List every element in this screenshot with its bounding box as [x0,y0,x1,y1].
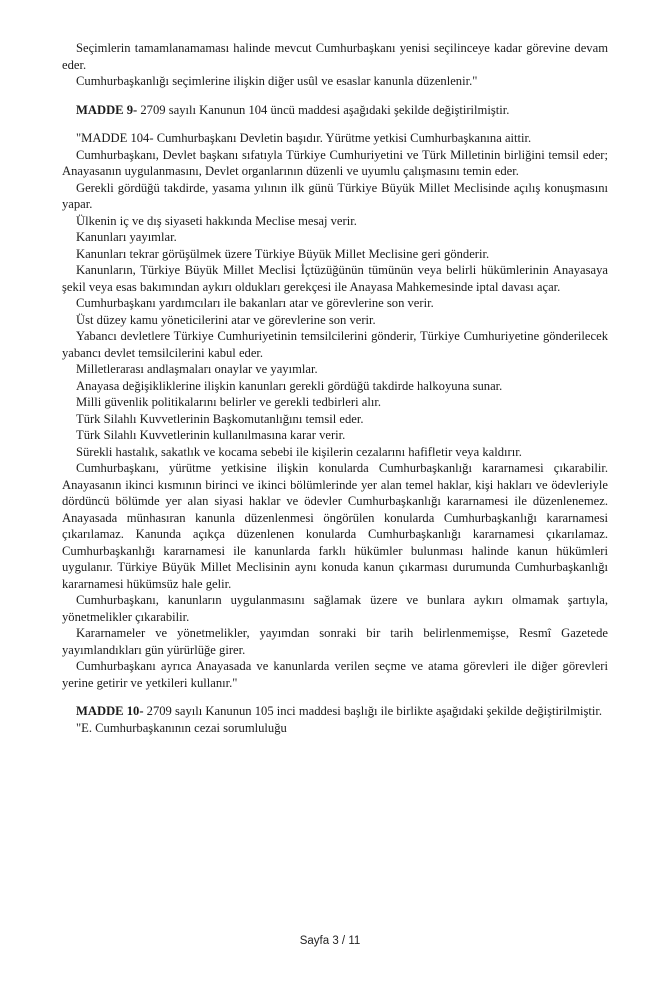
document-page [62,40,608,736]
article-104-paragraph: Türk Silahlı Kuvvetlerinin kullanılmasına karar verir. [76,428,346,442]
article-104-paragraph: Gerekli gördüğü takdirde, yasama yılının ilk günü Türkiye Büyük Millet Meclisinde açılış konuşmasını yapar. [62,180,608,211]
article-104-paragraph: Cumhurbaşkanı, Devlet başkanı sıfatıyla Türkiye Cumhuriyetini ve Türk Milletinin birliğini temsil eder; Anayasanın uygulanmasını, Devlet organlarının düzenli ve uyumlu çalışmasını temin eder. [62,147,608,178]
article-104-paragraph: Kanunları yayımlar. [76,230,177,244]
article-104-paragraph: Üst düzey kamu yöneticilerini atar ve görevlerine son verir. [76,312,376,327]
article-10-label: MADDE 10- [76,704,144,718]
article-104-paragraph: Milletlerarası andlaşmaları onaylar ve yayımlar. [76,362,318,376]
page-number: Sayfa 3 / 11 [299,935,361,947]
paragraph-election-continuation: Seçimlerin tamamlanamaması halinde mevcut Cumhurbaşkanı yenisi seçilinceye kadar görevine devam eder. [62,41,608,72]
article-104-text [62,130,608,691]
article-9 [62,102,608,119]
article-104-paragraph: Yabancı devletlere Türkiye Cumhuriyetinin temsilcilerini gönderir, Türkiye Cumhuriyetine gönderilecek yabancı devlet temsilcilerini kabul eder. [62,329,608,360]
article-104-paragraph: Anayasa değişikliklerine ilişkin kanunları gerekli gördüğü takdirde halkoyuna sunar. [76,378,503,393]
article-104-paragraph: Cumhurbaşkanı, yürütme yetkisine ilişkin konularda Cumhurbaşkanlığı kararnamesi çıkarabilir. Anayasanın ikinci kısmının birinci ve ikinci bölümlerinde yer alan temel haklar, kişi hakları ve ödevleriyle dördüncü bölümde yer alan siyasi haklar ve ödevler Cumhurbaşkanlığı kararnamesi ile düzenlenemez. Anayasada münhasıran kanunla düzenlenmesi öngörülen konularda Cumhurbaşkanlığı kararnamesi çıkarılamaz. Kanunda açıkça düzenlenen konularda Cumhurbaşkanlığı kararnamesi çıkarılamaz. Cumhurbaşkanlığı kararnamesi ile kanunlarda farklı hükümler bulunması halinde kanun hükümleri uygulanır. Türkiye Büyük Millet Meclisinin aynı konuda kanun çıkarması durumunda Cumhurbaşkanlığı kararnamesi hükümsüz hale gelir. [62,461,608,591]
article-10 [62,703,608,720]
article-104-paragraph: Cumhurbaşkanı yardımcıları ile bakanları atar ve görevlerine son verir. [76,296,434,310]
article-104-paragraph: Ülkenin iç ve dış siyaseti hakkında Meclise mesaj verir. [76,213,357,228]
article-9-label: MADDE 9- [76,102,138,117]
article-105-subtitle: "E. Cumhurbaşkanının cezai sorumluluğu [76,720,287,735]
article-104-paragraph: Milli güvenlik politikalarını belirler ve gerekli tedbirleri alır. [76,395,381,409]
article-104-paragraph: Cumhurbaşkanı, kanunların uygulanmasını sağlamak üzere ve bunlara aykırı olmamak şartıyla, yönetmelikler çıkarabilir. [62,593,608,624]
article-104-paragraph: Kararnameler ve yönetmelikler, yayımdan sonraki bir tarih belirlenmemişse, Resmî Gazetede yayımlandıkları gün yürürlüğe girer. [62,626,608,657]
article-104-paragraph: Cumhurbaşkanı ayrıca Anayasada ve kanunlarda verilen seçme ve atama görevleri ile diğer görevleri yerine getirir ve yetkileri kullanır." [62,659,608,690]
article-104-paragraph: Türk Silahlı Kuvvetlerinin Başkomutanlığını temsil eder. [76,411,364,426]
article-104-paragraph: Kanunları tekrar görüşülmek üzere Türkiye Büyük Millet Meclisine geri gönderir. [76,246,490,261]
article-9-text: 2709 sayılı Kanunun 104 üncü maddesi aşağıdaki şekilde değiştirilmiştir. [137,102,510,117]
article-104-paragraph: "MADDE 104- Cumhurbaşkanı Devletin başıdır. Yürütme yetkisi Cumhurbaşkanına aittir. [76,131,532,145]
article-104-paragraph: Sürekli hastalık, sakatlık ve kocama sebebi ile kişilerin cezalarını hafifletir veya kaldırır. [76,444,522,459]
paragraph-election-rules: Cumhurbaşkanlığı seçimlerine ilişkin diğer usûl ve esaslar kanunla düzenlenir." [76,74,478,88]
article-104-paragraph: Kanunların, Türkiye Büyük Millet Meclisi İçtüzüğünün tümünün veya belirli hükümlerinin Anayasaya şekil veya esas bakımından aykırı oldukları gerekçesi ile Anayasa Mahkemesinde iptal davası açar. [62,263,608,294]
article-10-text: 2709 sayılı Kanunun 105 inci maddesi başlığı ile birlikte aşağıdaki şekilde değiştirilmiştir. [143,704,603,718]
